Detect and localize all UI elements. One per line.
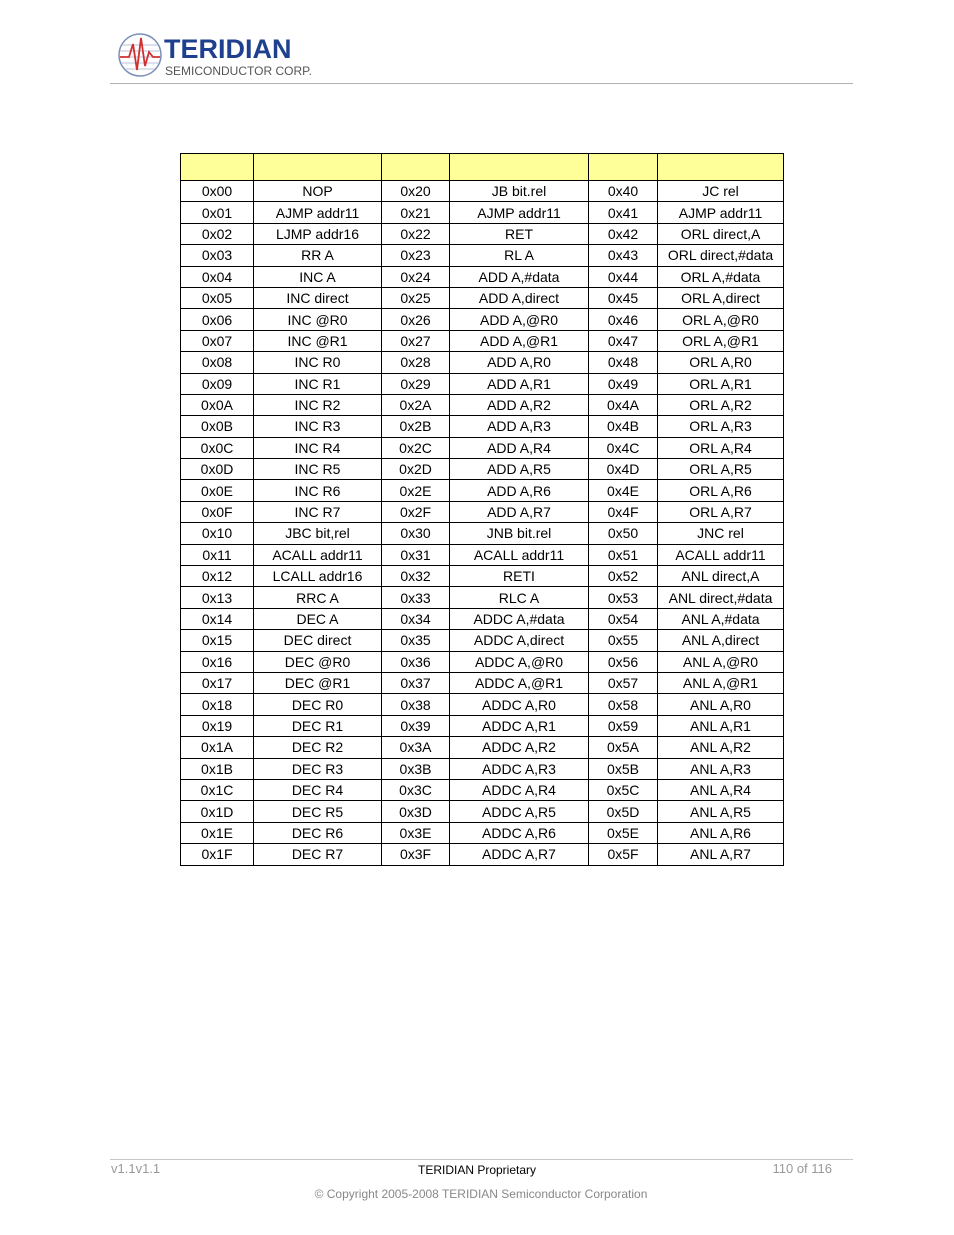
mnemonic-cell: INC @R1 xyxy=(254,330,382,351)
opcode-cell: 0x01 xyxy=(181,202,254,223)
mnemonic-cell: ANL A,R6 xyxy=(658,822,784,843)
mnemonic-cell: DEC A xyxy=(254,608,382,629)
mnemonic-cell: JNB bit.rel xyxy=(450,523,589,544)
opcode-cell: 0x2D xyxy=(382,459,450,480)
opcode-cell: 0x50 xyxy=(589,523,658,544)
mnemonic-cell: ORL A,@R0 xyxy=(658,309,784,330)
teridian-logo xyxy=(116,30,320,80)
table-row xyxy=(181,287,784,308)
opcode-cell: 0x18 xyxy=(181,694,254,715)
mnemonic-cell: INC R6 xyxy=(254,480,382,501)
opcode-cell: 0x46 xyxy=(589,309,658,330)
mnemonic-cell: ANL direct,#data xyxy=(658,587,784,608)
opcode-cell: 0x1C xyxy=(181,779,254,800)
opcode-cell: 0x39 xyxy=(382,715,450,736)
opcode-cell: 0x28 xyxy=(382,352,450,373)
mnemonic-cell: ADDC A,direct xyxy=(450,630,589,651)
opcode-cell: 0x09 xyxy=(181,373,254,394)
opcode-cell: 0x3B xyxy=(382,758,450,779)
opcode-cell: 0x03 xyxy=(181,245,254,266)
mnemonic-cell: DEC R6 xyxy=(254,822,382,843)
opcode-cell: 0x5F xyxy=(589,844,658,865)
table-row xyxy=(181,587,784,608)
opcode-cell: 0x48 xyxy=(589,352,658,373)
opcode-cell: 0x1B xyxy=(181,758,254,779)
table-row xyxy=(181,737,784,758)
table-row xyxy=(181,694,784,715)
table-row xyxy=(181,373,784,394)
opcode-cell: 0x0C xyxy=(181,437,254,458)
mnemonic-cell: ORL A,R4 xyxy=(658,437,784,458)
opcode-cell: 0x0E xyxy=(181,480,254,501)
table-row xyxy=(181,544,784,565)
mnemonic-cell: ANL A,R1 xyxy=(658,715,784,736)
header-cell-opcode-2 xyxy=(382,154,450,181)
mnemonic-cell: ADD A,R4 xyxy=(450,437,589,458)
opcode-cell: 0x1A xyxy=(181,737,254,758)
opcode-cell: 0x42 xyxy=(589,223,658,244)
table-row xyxy=(181,844,784,865)
opcode-cell: 0x34 xyxy=(382,608,450,629)
table-row xyxy=(181,437,784,458)
mnemonic-cell: ACALL addr11 xyxy=(450,544,589,565)
mnemonic-cell: DEC direct xyxy=(254,630,382,651)
opcode-cell: 0x3C xyxy=(382,779,450,800)
opcode-cell: 0x21 xyxy=(382,202,450,223)
opcode-cell: 0x19 xyxy=(181,715,254,736)
mnemonic-cell: RET xyxy=(450,223,589,244)
mnemonic-cell: DEC R2 xyxy=(254,737,382,758)
mnemonic-cell: ADD A,R6 xyxy=(450,480,589,501)
opcode-cell: 0x0B xyxy=(181,416,254,437)
table-row xyxy=(181,523,784,544)
header-cell-mnemonic-3 xyxy=(658,154,784,181)
mnemonic-cell: AJMP addr11 xyxy=(254,202,382,223)
opcode-cell: 0x06 xyxy=(181,309,254,330)
opcode-cell: 0x05 xyxy=(181,287,254,308)
mnemonic-cell: ADD A,R1 xyxy=(450,373,589,394)
mnemonic-cell: ADD A,R2 xyxy=(450,394,589,415)
mnemonic-cell: INC R1 xyxy=(254,373,382,394)
opcode-cell: 0x13 xyxy=(181,587,254,608)
opcode-cell: 0x5D xyxy=(589,801,658,822)
mnemonic-cell: DEC @R0 xyxy=(254,651,382,672)
opcode-cell: 0x5C xyxy=(589,779,658,800)
opcode-cell: 0x10 xyxy=(181,523,254,544)
mnemonic-cell: ANL A,R5 xyxy=(658,801,784,822)
opcode-cell: 0x55 xyxy=(589,630,658,651)
mnemonic-cell: INC direct xyxy=(254,287,382,308)
mnemonic-cell: ORL A,direct xyxy=(658,287,784,308)
mnemonic-cell: INC R0 xyxy=(254,352,382,373)
mnemonic-cell: ADD A,R0 xyxy=(450,352,589,373)
mnemonic-cell: ACALL addr11 xyxy=(658,544,784,565)
table-row xyxy=(181,672,784,693)
mnemonic-cell: ORL A,#data xyxy=(658,266,784,287)
opcode-cell: 0x24 xyxy=(382,266,450,287)
version-label: v1.1v1.1 xyxy=(111,1161,161,1176)
opcode-cell: 0x16 xyxy=(181,651,254,672)
table-body xyxy=(181,181,784,866)
opcode-cell: 0x2B xyxy=(382,416,450,437)
svg-text:SEMICONDUCTOR CORP.: SEMICONDUCTOR CORP. xyxy=(165,64,312,78)
table-row xyxy=(181,651,784,672)
mnemonic-cell: ADDC A,@R0 xyxy=(450,651,589,672)
opcode-cell: 0x53 xyxy=(589,587,658,608)
mnemonic-cell: ACALL addr11 xyxy=(254,544,382,565)
opcode-cell: 0x49 xyxy=(589,373,658,394)
mnemonic-cell: DEC R0 xyxy=(254,694,382,715)
mnemonic-cell: INC A xyxy=(254,266,382,287)
table-row xyxy=(181,223,784,244)
mnemonic-cell: ANL A,direct xyxy=(658,630,784,651)
mnemonic-cell: NOP xyxy=(254,181,382,202)
mnemonic-cell: ORL A,R2 xyxy=(658,394,784,415)
table-row xyxy=(181,330,784,351)
mnemonic-cell: ADDC A,R3 xyxy=(450,758,589,779)
mnemonic-cell: ORL A,@R1 xyxy=(658,330,784,351)
opcode-cell: 0x20 xyxy=(382,181,450,202)
mnemonic-cell: RETI xyxy=(450,566,589,587)
opcode-cell: 0x3F xyxy=(382,844,450,865)
opcode-cell: 0x4D xyxy=(589,459,658,480)
opcode-cell: 0x27 xyxy=(382,330,450,351)
opcode-cell: 0x31 xyxy=(382,544,450,565)
page-number: 110 of 116 xyxy=(772,1161,832,1176)
mnemonic-cell: AJMP addr11 xyxy=(658,202,784,223)
mnemonic-cell: INC R3 xyxy=(254,416,382,437)
opcode-cell: 0x5B xyxy=(589,758,658,779)
header-cell-opcode-1 xyxy=(181,154,254,181)
opcode-cell: 0x1E xyxy=(181,822,254,843)
opcode-cell: 0x47 xyxy=(589,330,658,351)
header-cell-mnemonic-2 xyxy=(450,154,589,181)
mnemonic-cell: ORL A,R3 xyxy=(658,416,784,437)
mnemonic-cell: RR A xyxy=(254,245,382,266)
opcode-cell: 0x35 xyxy=(382,630,450,651)
mnemonic-cell: ADD A,R7 xyxy=(450,501,589,522)
opcode-cell: 0x4C xyxy=(589,437,658,458)
mnemonic-cell: AJMP addr11 xyxy=(450,202,589,223)
mnemonic-cell: LJMP addr16 xyxy=(254,223,382,244)
opcode-cell: 0x37 xyxy=(382,672,450,693)
table-row xyxy=(181,202,784,223)
opcode-cell: 0x14 xyxy=(181,608,254,629)
opcode-cell: 0x17 xyxy=(181,672,254,693)
mnemonic-cell: JBC bit,rel xyxy=(254,523,382,544)
mnemonic-cell: JB bit.rel xyxy=(450,181,589,202)
opcode-cell: 0x2E xyxy=(382,480,450,501)
opcode-cell: 0x54 xyxy=(589,608,658,629)
table-row xyxy=(181,245,784,266)
table-row xyxy=(181,779,784,800)
table-row xyxy=(181,480,784,501)
opcode-cell: 0x3D xyxy=(382,801,450,822)
table-row xyxy=(181,501,784,522)
mnemonic-cell: DEC R1 xyxy=(254,715,382,736)
mnemonic-cell: RLC A xyxy=(450,587,589,608)
mnemonic-cell: ANL A,@R1 xyxy=(658,672,784,693)
mnemonic-cell: JNC rel xyxy=(658,523,784,544)
mnemonic-cell: ADD A,#data xyxy=(450,266,589,287)
mnemonic-cell: JC rel xyxy=(658,181,784,202)
mnemonic-cell: RL A xyxy=(450,245,589,266)
mnemonic-cell: DEC R3 xyxy=(254,758,382,779)
mnemonic-cell: DEC R7 xyxy=(254,844,382,865)
opcode-cell: 0x32 xyxy=(382,566,450,587)
opcode-cell: 0x5A xyxy=(589,737,658,758)
mnemonic-cell: ADDC A,R5 xyxy=(450,801,589,822)
mnemonic-cell: ORL A,R7 xyxy=(658,501,784,522)
opcode-cell: 0x23 xyxy=(382,245,450,266)
opcode-cell: 0x59 xyxy=(589,715,658,736)
table-row xyxy=(181,822,784,843)
opcode-cell: 0x3A xyxy=(382,737,450,758)
table-row xyxy=(181,630,784,651)
mnemonic-cell: RRC A xyxy=(254,587,382,608)
mnemonic-cell: ORL direct,A xyxy=(658,223,784,244)
mnemonic-cell: ANL A,R3 xyxy=(658,758,784,779)
mnemonic-cell: INC R2 xyxy=(254,394,382,415)
opcode-cell: 0x2A xyxy=(382,394,450,415)
mnemonic-cell: ADDC A,R6 xyxy=(450,822,589,843)
mnemonic-cell: ORL A,R0 xyxy=(658,352,784,373)
opcode-cell: 0x4A xyxy=(589,394,658,415)
opcode-cell: 0x45 xyxy=(589,287,658,308)
opcode-cell: 0x5E xyxy=(589,822,658,843)
opcode-cell: 0x15 xyxy=(181,630,254,651)
opcode-cell: 0x22 xyxy=(382,223,450,244)
opcode-cell: 0x0A xyxy=(181,394,254,415)
opcode-cell: 0x04 xyxy=(181,266,254,287)
table-row xyxy=(181,801,784,822)
header-cell-mnemonic-1 xyxy=(254,154,382,181)
table-row xyxy=(181,608,784,629)
mnemonic-cell: DEC R4 xyxy=(254,779,382,800)
opcode-cell: 0x56 xyxy=(589,651,658,672)
mnemonic-cell: ANL A,R2 xyxy=(658,737,784,758)
opcode-cell: 0x51 xyxy=(589,544,658,565)
table-row xyxy=(181,459,784,480)
opcode-cell: 0x40 xyxy=(589,181,658,202)
opcode-cell: 0x02 xyxy=(181,223,254,244)
table-row xyxy=(181,758,784,779)
table-row xyxy=(181,266,784,287)
table-row xyxy=(181,715,784,736)
mnemonic-cell: INC R5 xyxy=(254,459,382,480)
mnemonic-cell: ADDC A,R4 xyxy=(450,779,589,800)
opcode-cell: 0x33 xyxy=(382,587,450,608)
mnemonic-cell: ADD A,@R1 xyxy=(450,330,589,351)
mnemonic-cell: ADDC A,#data xyxy=(450,608,589,629)
opcode-cell: 0x38 xyxy=(382,694,450,715)
opcode-cell: 0x1F xyxy=(181,844,254,865)
mnemonic-cell: INC R7 xyxy=(254,501,382,522)
opcode-cell: 0x57 xyxy=(589,672,658,693)
mnemonic-cell: ORL A,R1 xyxy=(658,373,784,394)
svg-text:TERIDIAN: TERIDIAN xyxy=(164,34,292,64)
opcode-cell: 0x00 xyxy=(181,181,254,202)
mnemonic-cell: ANL A,R0 xyxy=(658,694,784,715)
mnemonic-cell: DEC R5 xyxy=(254,801,382,822)
table-header-row xyxy=(181,154,784,181)
logo-graphic xyxy=(116,30,320,80)
mnemonic-cell: ORL A,R5 xyxy=(658,459,784,480)
table-row xyxy=(181,416,784,437)
opcode-cell: 0x26 xyxy=(382,309,450,330)
opcode-cell: 0x29 xyxy=(382,373,450,394)
opcode-cell: 0x4E xyxy=(589,480,658,501)
mnemonic-cell: ORL A,R6 xyxy=(658,480,784,501)
proprietary-label: TERIDIAN Proprietary xyxy=(417,1163,537,1177)
opcode-cell: 0x1D xyxy=(181,801,254,822)
mnemonic-cell: INC @R0 xyxy=(254,309,382,330)
opcode-cell: 0x3E xyxy=(382,822,450,843)
opcode-cell: 0x41 xyxy=(589,202,658,223)
copyright-notice: © Copyright 2005-2008 TERIDIAN Semiconductor Corporation xyxy=(314,1187,648,1201)
opcode-cell: 0x36 xyxy=(382,651,450,672)
mnemonic-cell: ADDC A,R1 xyxy=(450,715,589,736)
mnemonic-cell: ADD A,R5 xyxy=(450,459,589,480)
opcode-cell: 0x12 xyxy=(181,566,254,587)
opcode-table xyxy=(180,153,784,866)
mnemonic-cell: LCALL addr16 xyxy=(254,566,382,587)
mnemonic-cell: DEC @R1 xyxy=(254,672,382,693)
mnemonic-cell: ANL A,R7 xyxy=(658,844,784,865)
opcode-cell: 0x2F xyxy=(382,501,450,522)
mnemonic-cell: ORL direct,#data xyxy=(658,245,784,266)
header-cell-opcode-3 xyxy=(589,154,658,181)
mnemonic-cell: ADD A,@R0 xyxy=(450,309,589,330)
opcode-cell: 0x25 xyxy=(382,287,450,308)
mnemonic-cell: ADDC A,@R1 xyxy=(450,672,589,693)
opcode-cell: 0x0D xyxy=(181,459,254,480)
opcode-cell: 0x4B xyxy=(589,416,658,437)
mnemonic-cell: INC R4 xyxy=(254,437,382,458)
mnemonic-cell: ADD A,R3 xyxy=(450,416,589,437)
table-row xyxy=(181,394,784,415)
mnemonic-cell: ANL A,R4 xyxy=(658,779,784,800)
opcode-cell: 0x07 xyxy=(181,330,254,351)
opcode-cell: 0x44 xyxy=(589,266,658,287)
opcode-cell: 0x08 xyxy=(181,352,254,373)
table-row xyxy=(181,352,784,373)
mnemonic-cell: ANL A,@R0 xyxy=(658,651,784,672)
opcode-cell: 0x43 xyxy=(589,245,658,266)
opcode-cell: 0x30 xyxy=(382,523,450,544)
opcode-cell: 0x11 xyxy=(181,544,254,565)
opcode-cell: 0x4F xyxy=(589,501,658,522)
table-row xyxy=(181,181,784,202)
mnemonic-cell: ANL A,#data xyxy=(658,608,784,629)
table-row xyxy=(181,566,784,587)
mnemonic-cell: ADDC A,R2 xyxy=(450,737,589,758)
mnemonic-cell: ADDC A,R0 xyxy=(450,694,589,715)
opcode-cell: 0x0F xyxy=(181,501,254,522)
mnemonic-cell: ADD A,direct xyxy=(450,287,589,308)
footer-divider xyxy=(110,1159,853,1160)
header-divider xyxy=(110,83,853,84)
mnemonic-cell: ADDC A,R7 xyxy=(450,844,589,865)
table-row xyxy=(181,309,784,330)
mnemonic-cell: ANL direct,A xyxy=(658,566,784,587)
opcode-cell: 0x2C xyxy=(382,437,450,458)
opcode-cell: 0x52 xyxy=(589,566,658,587)
opcode-cell: 0x58 xyxy=(589,694,658,715)
